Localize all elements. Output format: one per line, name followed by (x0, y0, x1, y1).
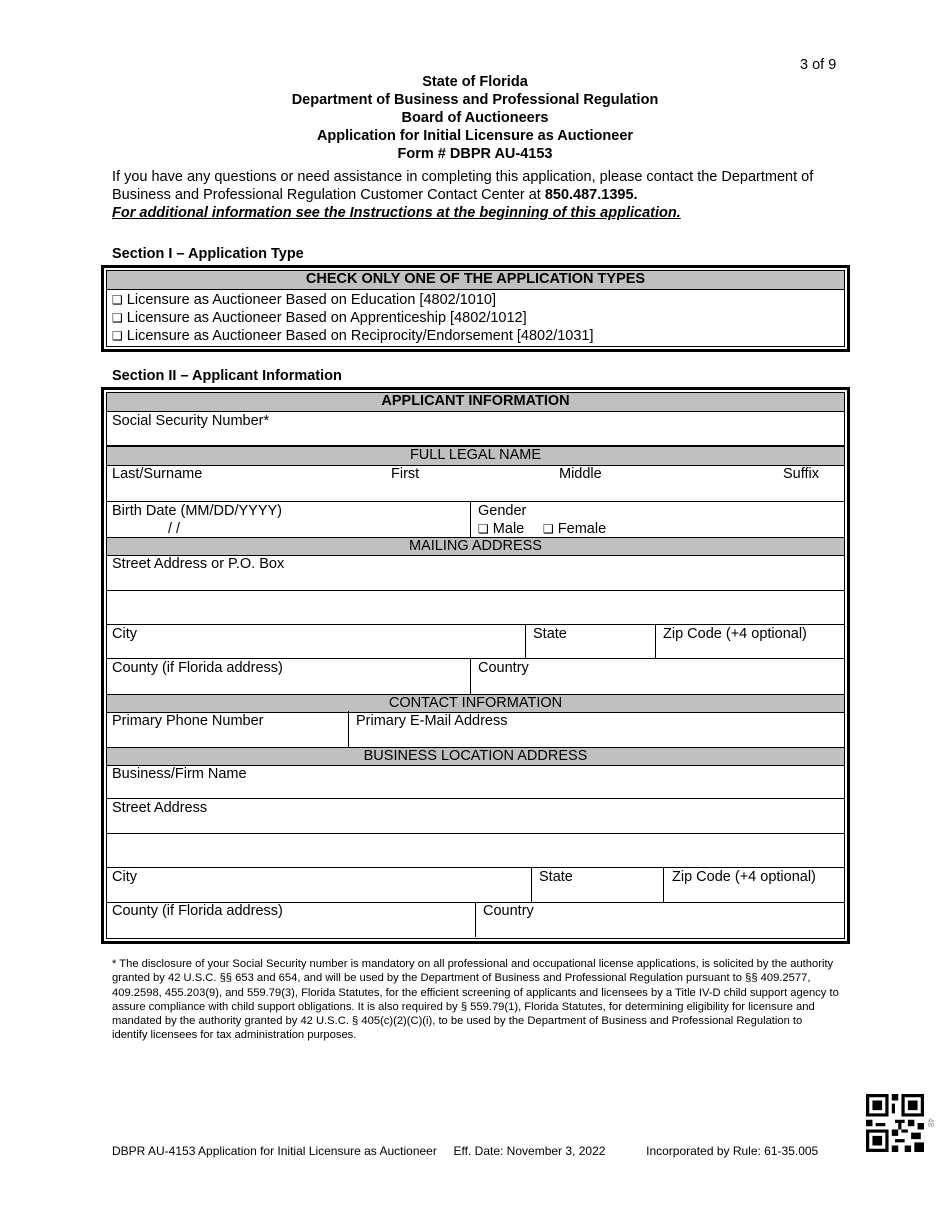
ssn-label: Social Security Number* (112, 413, 270, 429)
divider (107, 445, 844, 446)
applicant-info-header: APPLICANT INFORMATION (107, 392, 844, 412)
first-name-label: First (391, 466, 420, 482)
divider (531, 867, 532, 902)
divider (107, 867, 844, 868)
checkbox-icon[interactable]: ❑ (112, 311, 123, 325)
checkbox-icon[interactable]: ❑ (112, 293, 123, 307)
business-country-label: Country (483, 903, 534, 919)
middle-name-label: Middle (559, 466, 602, 482)
zip-code-label: Zip Code (+4 optional) (663, 626, 807, 642)
section-1-title: Section I – Application Type (112, 246, 304, 262)
business-location-band: BUSINESS LOCATION ADDRESS (107, 747, 844, 766)
business-zip-code-label: Zip Code (+4 optional) (672, 869, 816, 885)
divider (348, 711, 349, 747)
applicant-information-box (101, 387, 850, 944)
business-street-line2-field[interactable] (112, 835, 832, 866)
primary-email-label: Primary E-Mail Address (356, 713, 508, 729)
contact-information-band: CONTACT INFORMATION (107, 694, 844, 713)
divider (107, 798, 844, 799)
full-legal-name-band: FULL LEGAL NAME (107, 446, 844, 466)
country-label: Country (478, 660, 529, 676)
city-label: City (112, 626, 137, 642)
contact-phone: 850.487.1395. (544, 187, 638, 203)
checkbox-icon[interactable]: ❑ (543, 522, 554, 536)
barcode-icon (866, 1094, 924, 1152)
instructions-note: For additional information see the Instructions at the beginning of this application. (112, 205, 681, 221)
header-board: Board of Auctioneers (401, 110, 549, 126)
divider (470, 658, 471, 694)
header-form-number: Form # DBPR AU-4153 (397, 146, 553, 162)
business-county-label: County (if Florida address) (112, 903, 283, 919)
divider (655, 624, 656, 658)
checkbox-icon[interactable]: ❑ (478, 522, 489, 536)
ssn-field[interactable] (227, 413, 837, 445)
gender-female-option[interactable]: ❑ Female (543, 521, 607, 537)
divider (107, 590, 844, 591)
gender-male-option[interactable]: ❑ Male (478, 521, 525, 537)
header-department: Department of Business and Professional Regulation (291, 92, 659, 108)
page-number: 3 of 9 (800, 57, 837, 73)
divider (107, 833, 844, 834)
divider (107, 658, 844, 659)
divider (470, 501, 471, 537)
divider (107, 501, 844, 502)
business-street-label: Street Address (112, 800, 208, 816)
intro-paragraph (112, 168, 832, 222)
business-state-label: State (539, 869, 573, 885)
divider (663, 867, 664, 902)
birth-date-field[interactable]: / / (168, 521, 181, 537)
business-city-label: City (112, 869, 137, 885)
birth-date-label: Birth Date (MM/DD/YYYY) (112, 503, 282, 519)
business-firm-name-label: Business/Firm Name (112, 766, 247, 782)
state-label: State (533, 626, 567, 642)
ssn-disclosure-footnote: * The disclosure of your Social Security number is mandatory on all professional and occupational license applications, is solicited by the authority granted by 42 U.S.C. §§ 653 and 654, and will be used by the Department of Business and Professional Regulation pursuant to §§ 409.2577, 409.2598, 455.203(9), and 559.79(3), Florida Statutes, for the efficient screening of applicants and licensees by a Title IV-D child support agency to assure compliance with child support obligations. It is also required by § 559.79(1), Florida Statutes, for determining eligibility for licensure and mandated by the authority granted by 42 U.S.C. § 405(c)(2)(C)(i), to be used by the Department of Business and Professional Regulation to identify licensees for tax administration purposes. (112, 958, 839, 1042)
form-header (0, 73, 950, 163)
barcode-number: 48 (925, 1118, 935, 1127)
footer-effective-date: Eff. Date: November 3, 2022 (453, 1144, 606, 1158)
intro-text: If you have any questions or need assistance in completing this application, please contact the Department of Business and Professional Regulation Customer Contact Center at (112, 169, 814, 203)
divider (475, 902, 476, 937)
option-education[interactable]: ❑ Licensure as Auctioneer Based on Education [4802/1010] (112, 292, 497, 308)
footer-rule: Incorporated by Rule: 61-35.005 (646, 1144, 819, 1158)
option-reciprocity[interactable]: ❑ Licensure as Auctioneer Based on Reciprocity/Endorsement [4802/1031] (112, 328, 594, 344)
gender-label: Gender (478, 503, 527, 519)
checkbox-icon[interactable]: ❑ (112, 329, 123, 343)
suffix-label: Suffix (783, 466, 820, 482)
divider (107, 624, 844, 625)
application-type-box (101, 265, 850, 352)
section-2-title: Section II – Applicant Information (112, 368, 342, 384)
street-address-line2-field[interactable] (112, 592, 832, 624)
footer-form-name: DBPR AU-4153 Application for Initial Licensure as Auctioneer (112, 1144, 437, 1158)
mailing-address-band: MAILING ADDRESS (107, 537, 844, 556)
header-state: State of Florida (422, 74, 528, 90)
header-application-title: Application for Initial Licensure as Auctioneer (316, 128, 634, 144)
application-type-header: CHECK ONLY ONE OF THE APPLICATION TYPES (107, 270, 844, 290)
street-address-label: Street Address or P.O. Box (112, 556, 285, 572)
divider (525, 624, 526, 658)
county-label: County (if Florida address) (112, 660, 283, 676)
last-name-label: Last/Surname (112, 466, 203, 482)
page-footer (112, 1144, 818, 1158)
primary-phone-label: Primary Phone Number (112, 713, 264, 729)
option-apprenticeship[interactable]: ❑ Licensure as Auctioneer Based on Apprenticeship [4802/1012] (112, 310, 527, 326)
